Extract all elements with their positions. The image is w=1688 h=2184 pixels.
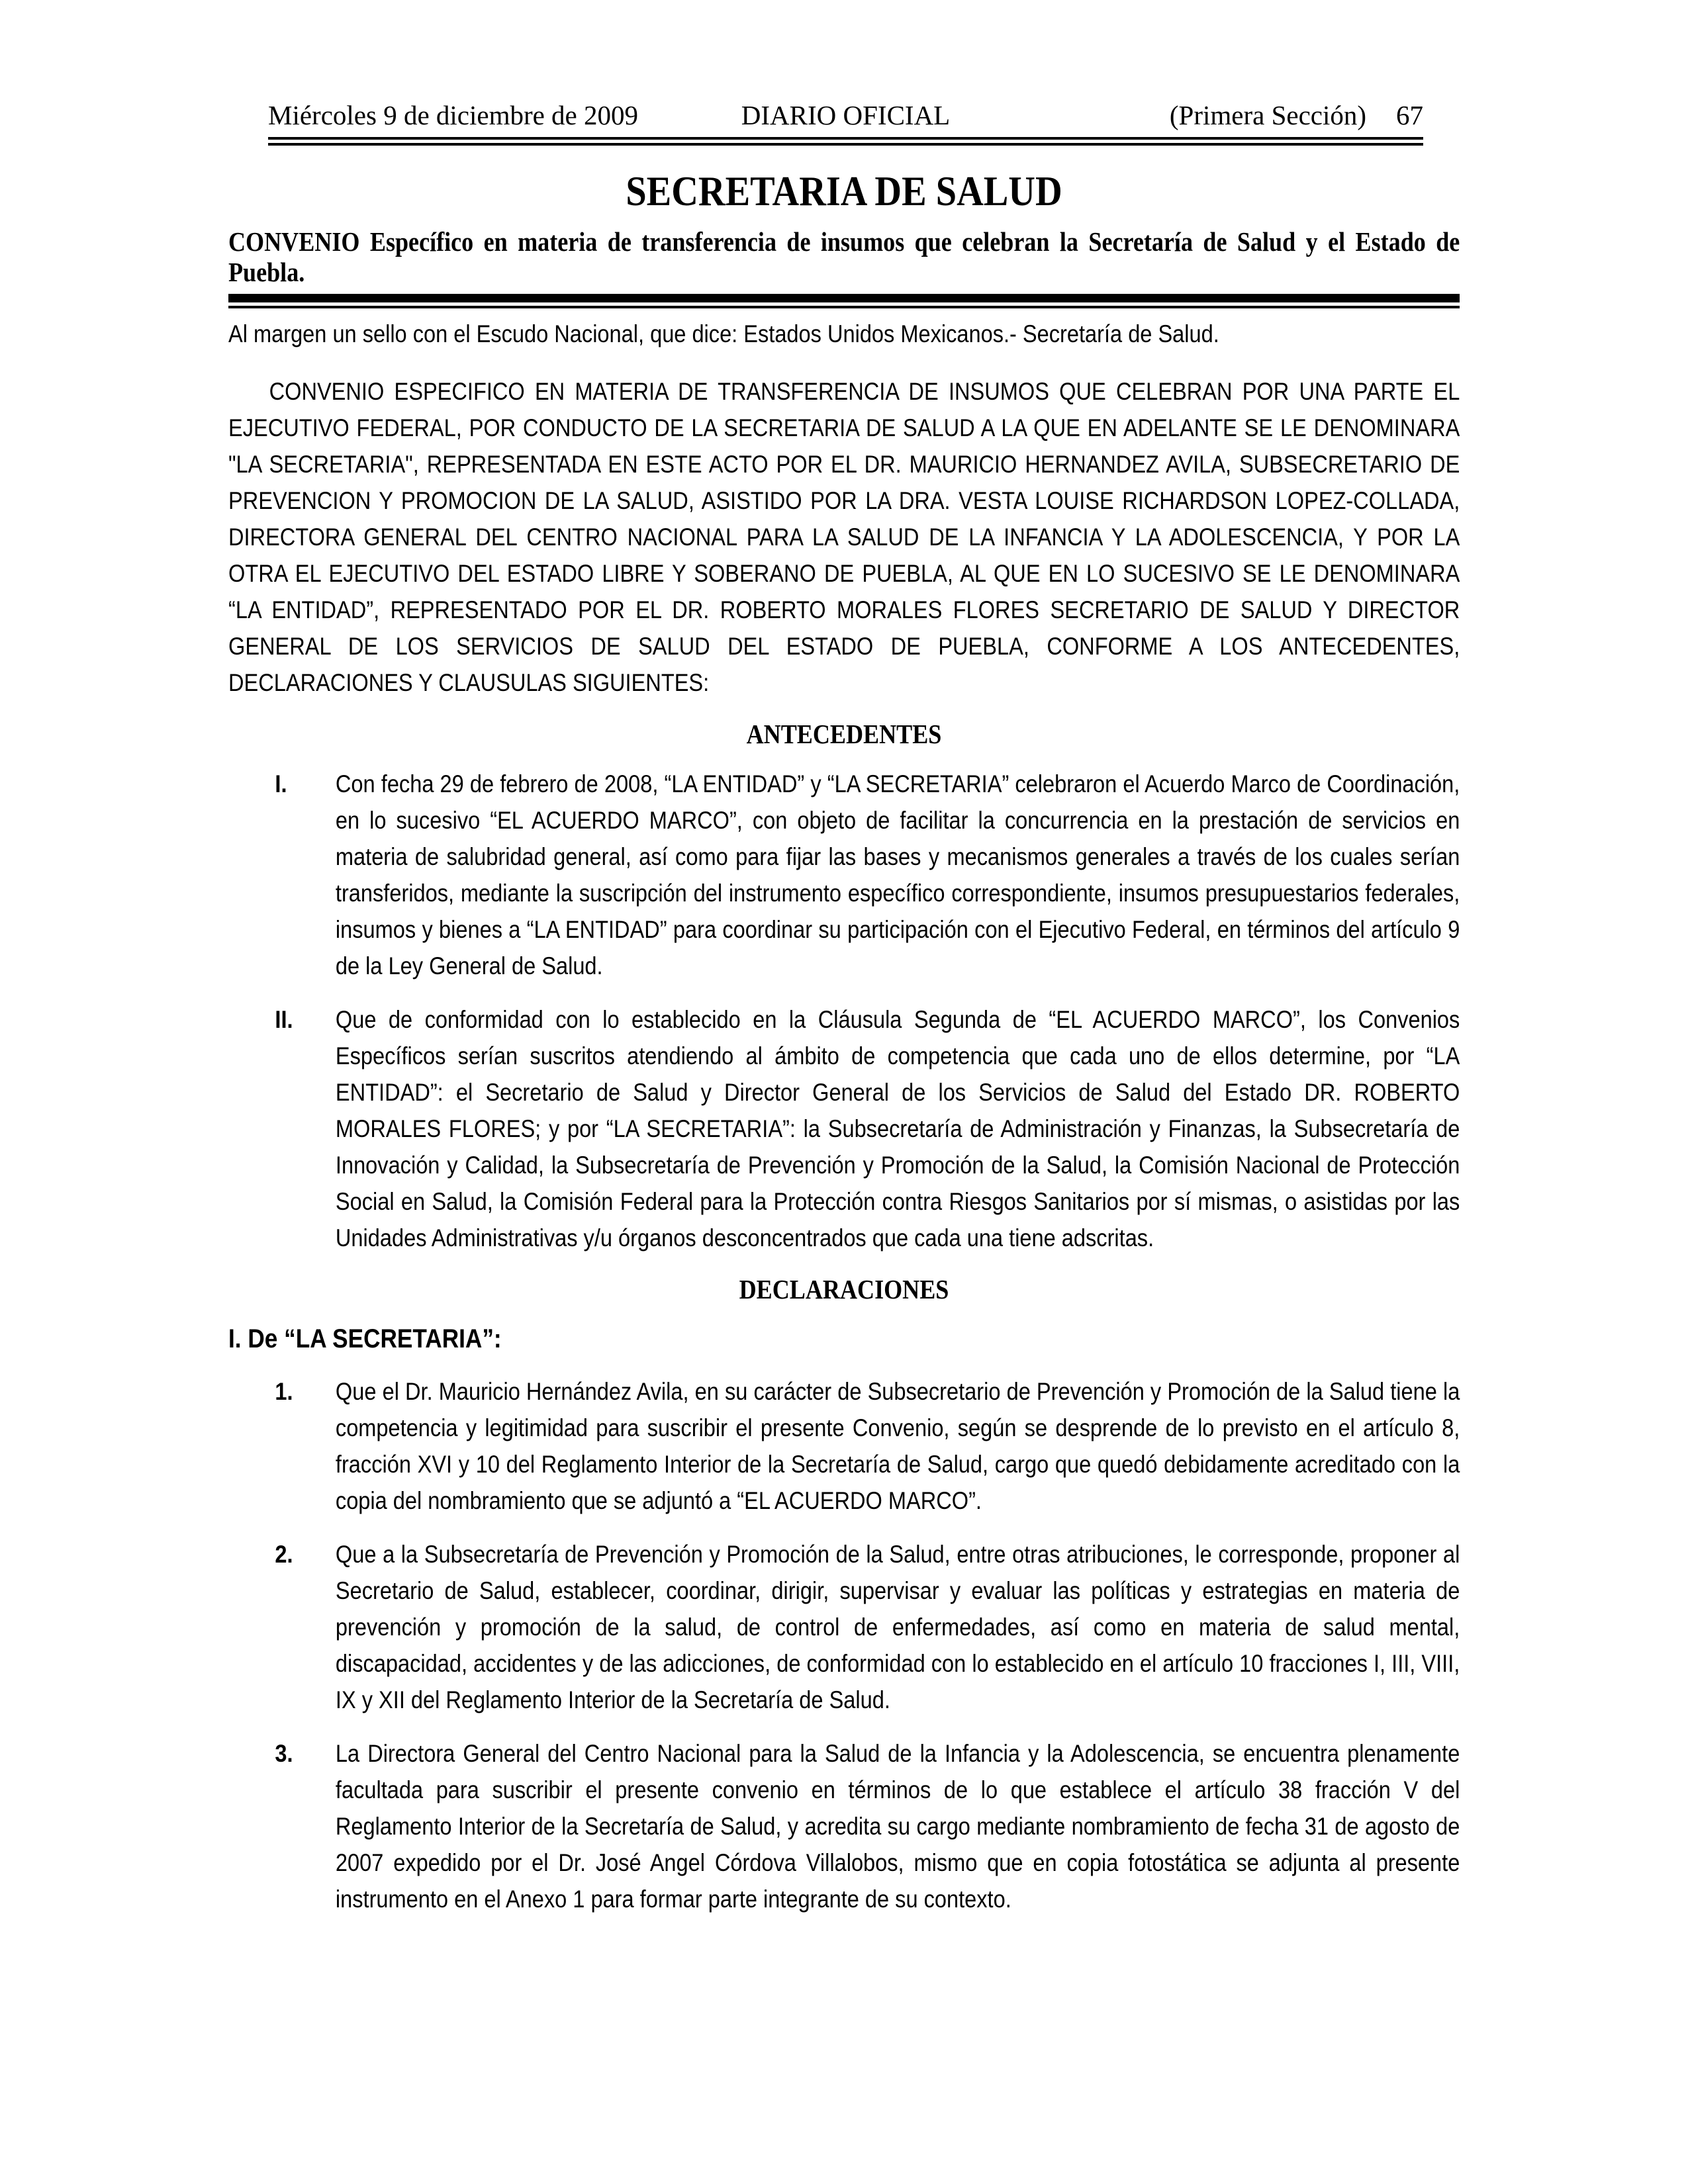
margin-note: Al margen un sello con el Escudo Nacional, que dice: Estados Unidos Mexicanos.- Secretaría de Salud. bbox=[228, 320, 1219, 347]
header-section: (Primera Sección) bbox=[1169, 100, 1367, 130]
list-item-declaracion-1 bbox=[228, 1373, 1460, 1519]
item-label: 1. bbox=[275, 1378, 293, 1405]
item-text: Con fecha 29 de febrero de 2008, “LA ENTIDAD” y “LA SECRETARIA” celebraron el Acuerdo Marco de Coordinación, en lo sucesivo “EL ACUERDO MARCO”, con objeto de facilitar la concurrencia en la prestación de servicios en materia de salubridad general, así como para fijar las bases y mecanismos generales a través de los cuales serían transferidos, mediante la suscripción del instrumento específico correspondiente, insumos presupuestarios federales, insumos y bienes a “LA ENTIDAD” para coordinar su participación con el Ejecutivo Federal, en términos del artículo 9 de la Ley General de Salud. bbox=[335, 770, 1460, 979]
running-head bbox=[268, 99, 1423, 131]
document-title: SECRETARIA DE SALUD bbox=[626, 167, 1062, 214]
masthead-divider-rule bbox=[228, 294, 1460, 308]
list-item-declaracion-2 bbox=[228, 1536, 1460, 1718]
list-item-antecedente-II bbox=[228, 1001, 1460, 1256]
header-publication: DIARIO OFICIAL bbox=[741, 100, 951, 130]
document-subtitle: CONVENIO Específico en materia de transferencia de insumos que celebran la Secretaría de Salud y el Estado de Puebla. bbox=[228, 226, 1460, 287]
item-label: 2. bbox=[275, 1541, 293, 1568]
item-text: Que el Dr. Mauricio Hernández Avila, en su carácter de Subsecretario de Prevención y Promoción de la Salud tiene la competencia y legitimidad para suscribir el presente Convenio, según se desprende de lo previsto en el artículo 8, fracción XVI y 10 del Reglamento Interior de la Secretaría de Salud, cargo que quedó debidamente acreditado con la copia del nombramiento que se adjuntó a “EL ACUERDO MARCO”. bbox=[335, 1378, 1460, 1514]
list-item-antecedente-I bbox=[228, 766, 1460, 984]
item-text: Que de conformidad con lo establecido en la Cláusula Segunda de “EL ACUERDO MARCO”, los Convenios Específicos serían suscritos atendiendo al ámbito de competencia que cada uno de ellos determine, por “LA ENTIDAD”: el Secretario de Salud y Director General de los Servicios de Salud del Estado DR. ROBERTO MORALES FLORES; y por “LA SECRETARIA”: la Subsecretaría de Administración y Finanzas, la Subsecretaría de Innovación y Calidad, la Subsecretaría de Prevención y Promoción de la Salud, la Comisión Nacional de Protección Social en Salud, la Comisión Federal para la Protección contra Riesgos Sanitarios por sí mismas, o asistidas por las Unidades Administrativas y/u órganos desconcentrados que cada una tiene adscritas. bbox=[335, 1006, 1460, 1251]
header-date: Miércoles 9 de diciembre de 2009 bbox=[268, 100, 639, 130]
item-label: 3. bbox=[275, 1740, 293, 1767]
intro-paragraph: CONVENIO ESPECIFICO EN MATERIA DE TRANSFERENCIA DE INSUMOS QUE CELEBRAN POR UNA PARTE EL EJECUTIVO FEDERAL, POR CONDUCTO DE LA SECRETARIA DE SALUD A LA QUE EN ADELANTE SE LE DENOMINARA "LA SECRETARIA", REPRESENTADA EN ESTE ACTO POR EL DR. MAURICIO HERNANDEZ AVILA, SUBSECRETARIO DE PREVENCION Y PROMOCION DE LA SALUD, ASISTIDO POR LA DRA. VESTA LOUISE RICHARDSON LOPEZ-COLLADA, DIRECTORA GENERAL DEL CENTRO NACIONAL PARA LA SALUD DE LA INFANCIA Y LA ADOLESCENCIA, Y POR LA OTRA EL EJECUTIVO DEL ESTADO LIBRE Y SOBERANO DE PUEBLA, AL QUE EN LO SUCESIVO SE LE DENOMINARA “LA ENTIDAD”, REPRESENTADO POR EL DR. ROBERTO MORALES FLORES SECRETARIO DE SALUD Y DIRECTOR GENERAL DE LOS SERVICIOS DE SALUD DEL ESTADO DE PUEBLA, CONFORME A LOS ANTECEDENTES, DECLARACIONES Y CLAUSULAS SIGUIENTES: bbox=[228, 378, 1460, 696]
item-label: II. bbox=[275, 1006, 293, 1033]
header-page-number: 67 bbox=[1396, 100, 1424, 130]
declaraciones-heading: DECLARACIONES bbox=[739, 1274, 949, 1304]
header-section-page bbox=[950, 99, 1423, 131]
item-label: I. bbox=[275, 770, 287, 797]
item-text: Que a la Subsecretaría de Prevención y Promoción de la Salud, entre otras atribuciones, le corresponde, proponer al Secretario de Salud, establecer, coordinar, dirigir, supervisar y evaluar las políticas y estrategias en materia de prevención y promoción de la salud, de control de enfermedades, así como en materia de salud mental, discapacidad, accidentes y de las adicciones, de conformidad con lo establecido en el artículo 10 fracciones I, III, VIII, IX y XII del Reglamento Interior de la Secretaría de Salud. bbox=[335, 1541, 1460, 1713]
header-double-rule bbox=[268, 137, 1423, 146]
antecedentes-heading: ANTECEDENTES bbox=[746, 719, 942, 749]
list-item-declaracion-3 bbox=[228, 1735, 1460, 1917]
declaraciones-subheading: I. De “LA SECRETARIA”: bbox=[228, 1324, 502, 1353]
page-header bbox=[268, 99, 1423, 146]
item-text: La Directora General del Centro Nacional para la Salud de la Infancia y la Adolescencia, se encuentra plenamente facultada para suscribir el presente convenio en términos de lo que establece el artículo 38 fracción V del Reglamento Interior de la Secretaría de Salud, y acredita su cargo mediante nombramiento de fecha 31 de agosto de 2007 expedido por el Dr. José Angel Córdova Villalobos, mismo que en copia fotostática se adjunta al presente instrumento en el Anexo 1 para formar parte integrante de su contexto. bbox=[335, 1740, 1460, 1913]
